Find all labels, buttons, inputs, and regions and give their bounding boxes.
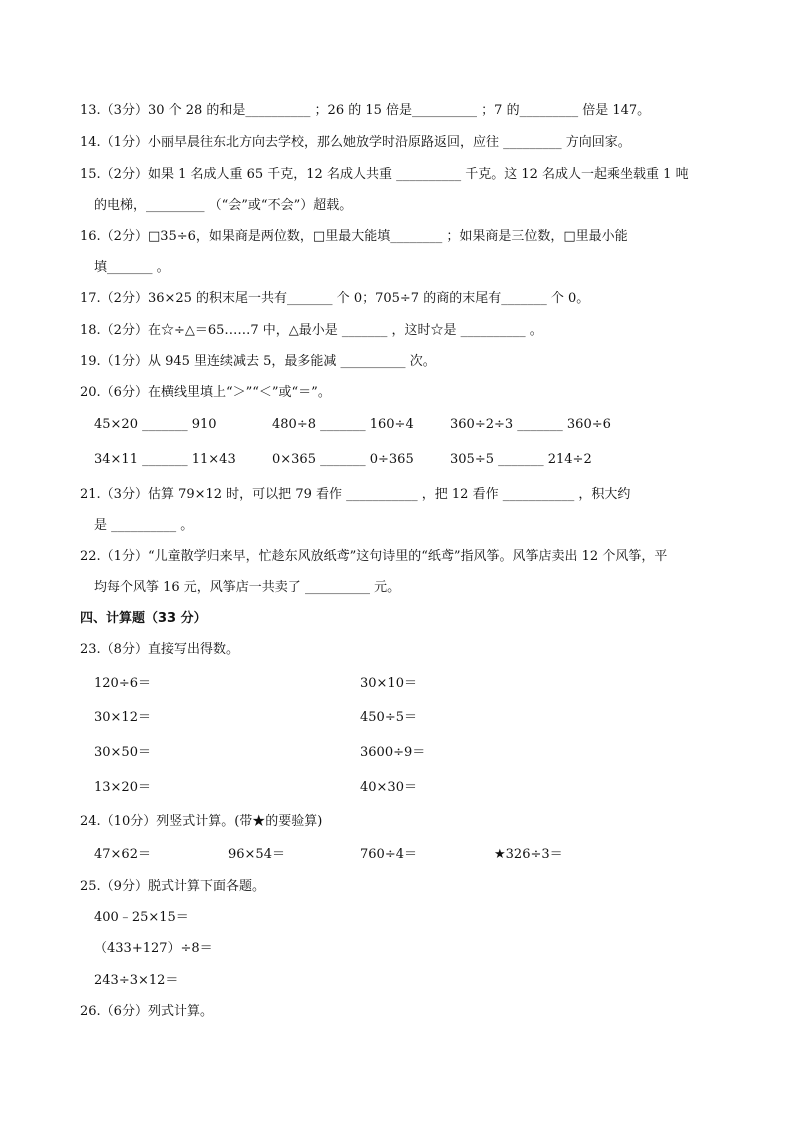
q21-text-line2: 是 __________ 。 [94, 518, 194, 533]
stepwise-item: 243÷3×12＝ [94, 973, 179, 988]
direct-item: 30×50＝ [94, 745, 151, 760]
section-heading: 四、计算题（33 分） [80, 611, 207, 626]
direct-item: 30×10＝ [360, 676, 417, 691]
q22-text-line2: 均每个风筝 16 元，风筝店一共卖了 __________ 元。 [94, 580, 401, 595]
q23-text: 23.（8分）直接写出得数。 [80, 642, 239, 657]
direct-item: 450÷5＝ [360, 710, 417, 725]
q24-text: 24.（10分）列竖式计算。(带★的要验算) [80, 814, 323, 829]
direct-item: 13×20＝ [94, 780, 151, 795]
stepwise-item: （433+127）÷8＝ [94, 941, 213, 956]
vertical-item: ★326÷3＝ [494, 847, 563, 862]
q18-text: 18.（2分）在☆÷△＝65……7 中，△最小是 _______ ，这时☆是 __________ 。 [80, 323, 543, 338]
compare-item: 360÷2÷3 _______ 360÷6 [450, 417, 611, 432]
q16-text-line1: 16.（2分）□35÷6，如果商是两位数，□里最大能填________ ；如果商是三位数，□里最小能 [80, 229, 628, 244]
vertical-item: 760÷4＝ [360, 847, 417, 862]
direct-item: 120÷6＝ [94, 676, 151, 691]
q26-text: 26.（6分）列式计算。 [80, 1004, 213, 1019]
compare-item: 34×11 _______ 11×43 [94, 452, 236, 467]
vertical-item: 96×54＝ [228, 847, 285, 862]
q17-text: 17.（2分）36×25 的积末尾一共有_______ 个 0；705÷7 的商的末尾有_______ 个 0。 [80, 291, 590, 306]
stepwise-item: 400﹣25×15＝ [94, 910, 189, 925]
q20-text: 20.（6分）在横线里填上“＞”“＜”或“＝”。 [80, 385, 331, 400]
direct-item: 3600÷9＝ [360, 745, 426, 760]
q21-text-line1: 21.（3分）估算 79×12 时，可以把 79 看作 ___________ ，把 12 看作 ___________ ，积大约 [80, 487, 631, 502]
q15-text-line1: 15.（2分）如果 1 名成人重 65 千克，12 名成人共重 __________ 千克。这 12 名成人一起乘坐载重 1 吨 [80, 167, 689, 182]
compare-item: 0×365 _______ 0÷365 [272, 452, 414, 467]
q13-text: 13.（3分）30 个 28 的和是__________ ；26 的 15 倍是__________ ；7 的_________ 倍是 147。 [80, 103, 651, 118]
q16-text-line2: 填_______ 。 [94, 260, 170, 275]
vertical-item: 47×62＝ [94, 847, 151, 862]
q19-text: 19.（1分）从 945 里连续减去 5，最多能减 __________ 次。 [80, 354, 436, 369]
q22-text-line1: 22.（1分）“儿童散学归来早，忙趁东风放纸鸢”这句诗里的“纸鸢”指风筝。风筝店卖出 12 个风筝，平 [80, 549, 668, 564]
direct-item: 40×30＝ [360, 780, 417, 795]
direct-item: 30×12＝ [94, 710, 151, 725]
q15-text-line2: 的电梯，_________ （“会”或“不会”）超载。 [94, 198, 353, 213]
q25-text: 25.（9分）脱式计算下面各题。 [80, 879, 265, 894]
q14-text: 14.（1分）小丽早晨往东北方向去学校，那么她放学时沿原路返回，应往 _________ 方向回家。 [80, 135, 631, 150]
compare-item: 480÷8 _______ 160÷4 [272, 417, 414, 432]
compare-item: 45×20 _______ 910 [94, 417, 217, 432]
compare-item: 305÷5 _______ 214÷2 [450, 452, 592, 467]
